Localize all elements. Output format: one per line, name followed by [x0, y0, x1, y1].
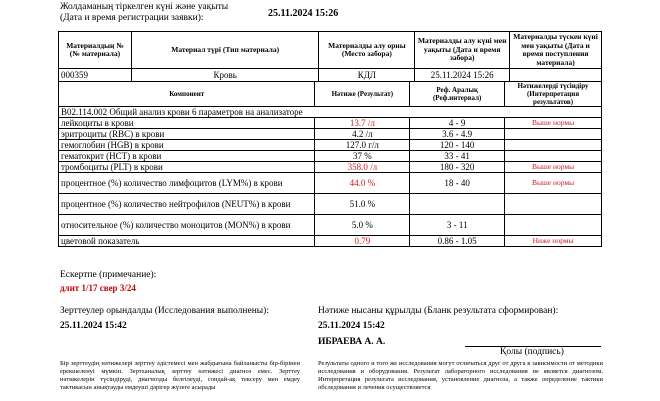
results-table: [58, 81, 602, 247]
result-interpretation: Выше нормы: [505, 118, 602, 129]
formed-label: Нәтиже нысаны құрылды (Бланк результата сформирован):: [318, 306, 559, 316]
result-row: [59, 118, 602, 129]
result-reference: [410, 194, 505, 215]
result-reference: 3 - 11: [410, 215, 505, 236]
result-value: 13.7 /л: [315, 118, 410, 129]
result-reference: 3.6 - 4.9: [410, 129, 505, 140]
collection-date: 25.11.2024 15:26: [415, 69, 510, 82]
result-reference: 180 - 320: [410, 162, 505, 173]
result-component: процентное (%) количество лимфоцитов (LYM%) в крови: [59, 173, 315, 194]
result-interpretation: Выше нормы: [505, 162, 602, 173]
result-reference: 18 - 40: [410, 173, 505, 194]
section-title: B02.114.002 Общий анализ крови 6 параметров на анализаторе: [59, 107, 602, 118]
result-interpretation: Ниже нормы: [505, 236, 602, 247]
material-type: Кровь: [131, 69, 319, 82]
collection-place-header: Материалды алу орны (Место забора): [319, 32, 415, 69]
result-row: [59, 151, 602, 162]
remark-text: длит 1/17 свер 3/24: [60, 283, 136, 293]
collection-date-header: Материалды алу күні мен уақыты (Дата и время забора): [415, 32, 510, 69]
result-interpretation: [505, 194, 602, 215]
result-interpretation: [505, 140, 602, 151]
result-component: эритроциты (RBC) в крови: [59, 129, 315, 140]
result-interpretation: [505, 129, 602, 140]
registration-label-ru: (Дата и время регистрации заявки):: [60, 13, 204, 23]
result-component: гематокрит (HCT) в крови: [59, 151, 315, 162]
collection-place: КДЛ: [319, 69, 415, 82]
section-row: [59, 107, 602, 118]
result-reference: 33 - 41: [410, 151, 505, 162]
interpretation-header: Нәтижелерді түсіндіру (Интерпретация результатов): [505, 82, 602, 107]
registration-date: 25.11.2024 15:26: [268, 8, 339, 19]
material-table: [58, 31, 602, 82]
result-component: цветовой показатель: [59, 236, 315, 247]
receipt-date-header: Материалды түскен күні мен уақыты (Дата и время поступления материала): [510, 32, 602, 69]
result-component: лейкоциты в крови: [59, 118, 315, 129]
result-interpretation: Выше нормы: [505, 173, 602, 194]
result-value: 127.0 г/л: [315, 140, 410, 151]
signer-name: ИБРАЕВА А. А.: [318, 337, 386, 347]
result-component: относительное (%) количество моноцитов (MON%) в крови: [59, 215, 315, 236]
component-header: Компонент: [59, 82, 315, 107]
results-header-row: [59, 82, 602, 107]
registration-label-kz: Жолдаманың тіркелген күні және уақыты: [60, 2, 229, 12]
result-row: [59, 194, 602, 215]
result-reference: 120 - 140: [410, 140, 505, 151]
result-value: 44.0 %: [315, 173, 410, 194]
result-reference: 0.86 - 1.05: [410, 236, 505, 247]
result-value: 358.0 /л: [315, 162, 410, 173]
performed-label: Зерттеулер орындалды (Исследования выполнены):: [60, 306, 269, 316]
result-interpretation: [505, 215, 602, 236]
receipt-date: [510, 69, 602, 82]
material-number-header: Материалдың № (№ материала): [59, 32, 132, 69]
result-component: тромбоциты (PLT) в крови: [59, 162, 315, 173]
remark-label: Ескертпе (примечание):: [60, 270, 157, 280]
result-row: [59, 129, 602, 140]
result-row: [59, 162, 602, 173]
result-header: Нәтиже (Результат): [315, 82, 410, 107]
material-type-header: Материал түрі (Тип материала): [131, 32, 319, 69]
material-header-row: [59, 32, 602, 69]
result-interpretation: [505, 151, 602, 162]
result-value: 4.2 /л: [315, 129, 410, 140]
result-rows: [59, 118, 602, 247]
registration-label: [60, 2, 228, 24]
result-component: процентное (%) количество нейтрофилов (NEUT%) в крови: [59, 194, 315, 215]
reference-header: Реф. Аралық (Реф.интервал): [410, 82, 505, 107]
formed-date: 25.11.2024 15:42: [318, 321, 385, 331]
performed-date: 25.11.2024 15:42: [60, 321, 127, 331]
result-reference: 4 - 9: [410, 118, 505, 129]
result-component: гемоглобин (HGB) в крови: [59, 140, 315, 151]
result-value: 5.0 %: [315, 215, 410, 236]
material-value-row: [59, 69, 602, 82]
result-row: [59, 236, 602, 247]
result-value: 37 %: [315, 151, 410, 162]
material-number: 000359: [59, 69, 132, 82]
result-value: 0.79: [315, 236, 410, 247]
result-row: [59, 140, 602, 151]
result-row: [59, 215, 602, 236]
result-value: 51.0 %: [315, 194, 410, 215]
disclaimer-kz: Бір зерттеудің нәтижелері зерттеу әдістемесі мен жабдығына байланысты бір-бірінен ерекшеленуі мүмкін. Зертханалық зерттеу нәтижесі диагноз емес. Зерттеу нәтижелерін түсіндіруді, диагнозды белгілеуді, сондай-ақ тексеру мен емдеу тактикасын анықтауды емдеуші дәрігер жүзеге асырады: [60, 360, 300, 391]
signature-caption: Қолы (подпись): [500, 347, 564, 357]
disclaimer-ru: Результаты одного и того же исследования могут отличаться друг от друга в зависимости от методики исследования и оборудования. Результат лабораторного исследования не является диагнозом. Интерпретация результата исследования, установление диагноза, а также определение тактики обследования и лечения осуществляется: [318, 360, 603, 391]
result-row: [59, 173, 602, 194]
